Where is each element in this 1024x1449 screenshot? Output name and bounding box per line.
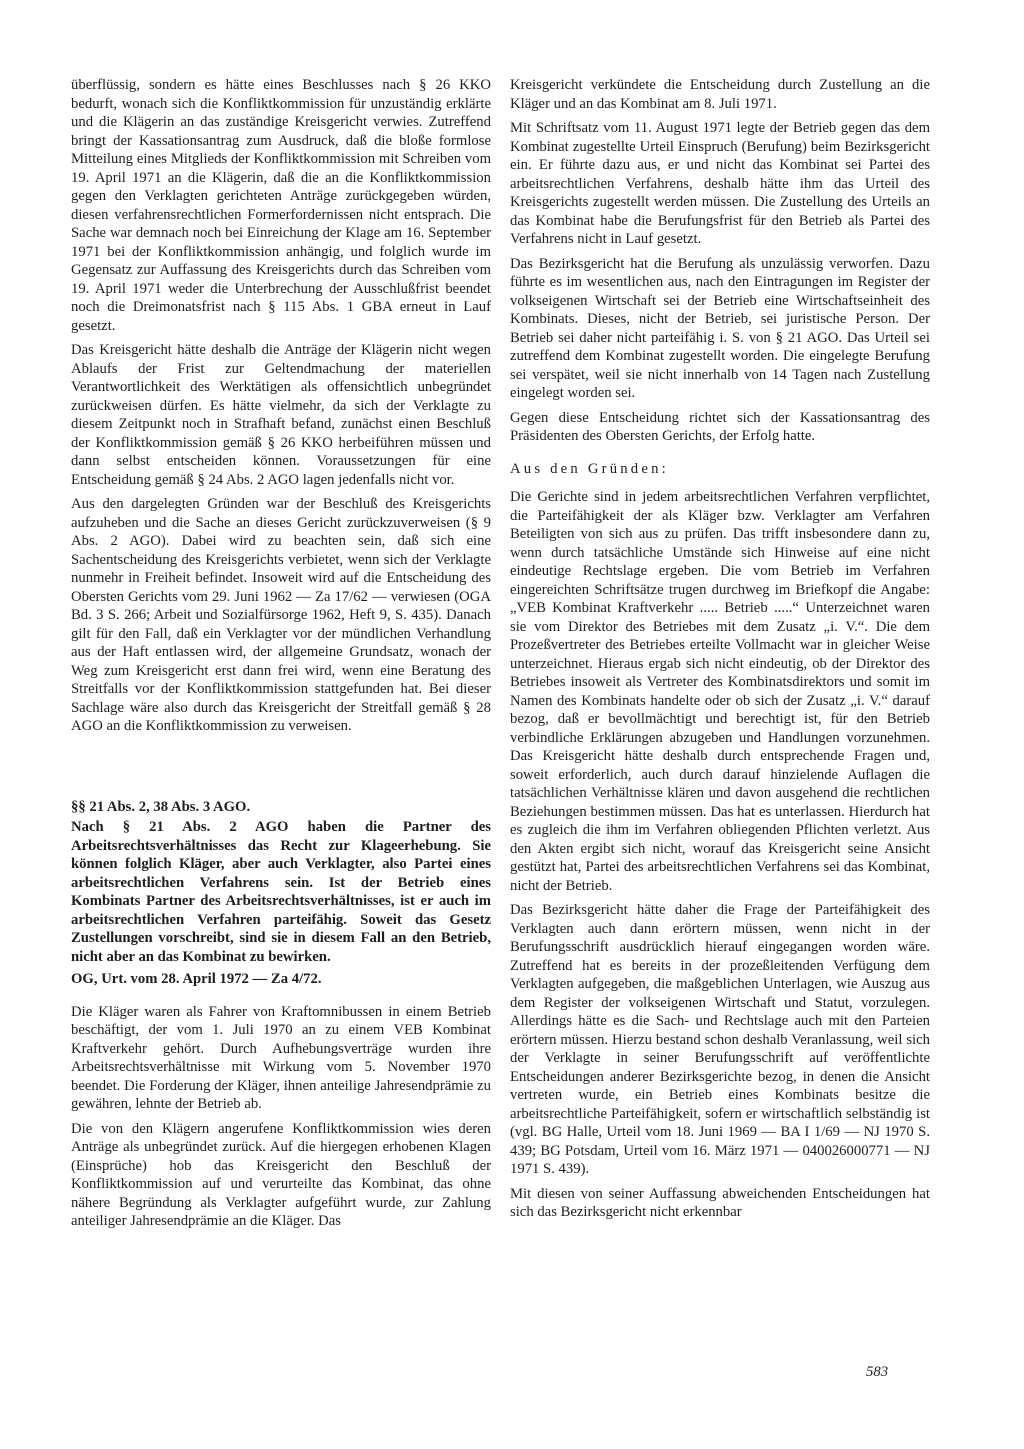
body-paragraph: Aus den dargelegten Gründen war der Beschluß des Kreisgerichts aufzuheben und die Sache an dieses Gericht zurückzuverweisen (§ 9 Abs. 2 AGO). Dabei wird zu beachten sein, daß sich eine Sachentscheidung des Kreisgerichts verbietet, wenn sich der Verklagte nunmehr in Freiheit befindet. Insoweit wird auf die Entscheidung des Obersten Gerichts vom 29. Juni 1962 — Za 17/62 — verwiesen (OGA Bd. 3 S. 266; Arbeit und Sozialfürsorge 1962, Heft 9, S. 435). Danach gilt für den Fall, daß ein Verklagter vor der mündlichen Verhandlung aus der Haft entlassen wird, der allgemeine Grundsatz, wonach der Weg zum Kreisgericht erst dann frei wird, wenn eine Beratung des Streitfalls vor der Konfliktkommission stattgefunden hat. Bei dieser Sachlage wäre also durch das Kreisgericht der Streitfall gemäß § 28 AGO an die Konfliktkommission zu verweisen. <box>71 496 491 734</box>
page-number: 583 <box>866 1364 889 1380</box>
body-paragraph: Die Kläger waren als Fahrer von Kraftomnibussen in einem Betrieb beschäftigt, der vom 1. Juli 1970 an zu einem VEB Kombinat Kraftverkehr gehört. Durch Aufhebungsverträge wurden ihre Arbeitsrechtsverhältnisse mit Wirkung vom 5. November 1970 beendet. Die Forderung der Kläger, ihnen anteilige Jahresendprämie zu gewähren, lehnte der Betrieb ab. <box>71 1003 491 1112</box>
section-gap <box>71 742 491 798</box>
body-paragraph: Mit Schriftsatz vom 11. August 1971 legte der Betrieb gegen das dem Kombinat zugestellte Urteil Einspruch (Berufung) beim Bezirksgericht ein. Er führte dazu aus, er und nicht das Kombinat sei Partei des arbeitsrechtlichen Verfahrens, deshalb hätte ihm das Urteil des Kreisgerichts zugestellt werden müssen. Die Zustellung des Urteils an das Kombinat habe die Berufungsfrist für den Betrieb als Partei des Verfahrens nicht in Lauf gesetzt. <box>510 120 930 247</box>
body-paragraph: Mit diesen von seiner Auffassung abweichenden Entscheidungen hat sich das Bezirksgericht nicht erkennbar <box>510 1185 930 1220</box>
case-citation: OG, Urt. vom 28. April 1972 — Za 4/72. <box>71 971 322 987</box>
case-heading: §§ 21 Abs. 2, 38 Abs. 3 AGO. <box>71 798 251 815</box>
body-paragraph: überflüssig, sondern es hätte eines Beschlusses nach § 26 KKO bedurft, wonach sich die Konfliktkommission für unzuständig erklärte und die Klägerin an das zuständige Kreisgericht verwies. Zutreffend bringt der Kassationsantrag zum Ausdruck, daß die bloße formlose Mitteilung eines Mitglieds der Konfliktkommission mit Schreiben vom 19. April 1971 an die Klägerin, daß die an die Konfliktkommission gegen den Verklagten gerichteten Anträge zurückgegeben würden, diesen verfahrensrechtlichen Formerfordernissen nicht entsprach. Die Sache war demnach noch bei Einreichung der Klage am 16. September 1971 bei der Konfliktkommission anhängig, und folglich wurde im Gegensatz zur Auffassung des Kreisgerichts durch das Schreiben vom 19. April 1971 weder die Unterbrechung der Ausschlußfrist beendet noch die Dreimonatsfrist nach § 115 Abs. 1 GBA erneut in Lauf gesetzt. <box>71 77 491 334</box>
body-paragraph: Die von den Klägern angerufene Konfliktkommission wies deren Anträge als unbegründet zurück. Auf die hiergegen erhobenen Klagen (Einsprüche) hob das Kreisgericht den Beschluß der Konfliktkommission auf und verurteilte das Kombinat, das ohne nähere Begründung als Verklagter aufgeführt wurde, zur Zahlung anteiliger Jahresendprämie an die Kläger. Das <box>71 1120 491 1229</box>
body-paragraph: Das Bezirksgericht hat die Berufung als unzulässig verworfen. Dazu führte es im wesentlichen aus, nach den Eintragungen im Register der volkseigenen Wirtschaft sei der Betrieb eine Wirtschaftseinheit des Kombinats. Dieses, nicht der Betrieb, sei juristische Person. Der Betrieb sei daher nicht parteifähig i. S. von § 21 AGO. Das Urteil sei zutreffend dem Kombinat zugestellt worden. Die eingelegte Berufung sei verspätet, weil sie nicht innerhalb von 14 Tagen nach Zustellung eingelegt worden sei. <box>510 255 930 401</box>
body-paragraph: Kreisgericht verkündete die Entscheidung durch Zustellung an die Kläger und an das Kombinat am 8. Juli 1971. <box>510 77 930 112</box>
reasons-heading: Aus den Gründen: <box>510 460 669 477</box>
body-paragraph: Gegen diese Entscheidung richtet sich der Kassationsantrag des Präsidenten des Obersten Gerichts, der Erfolg hatte. <box>510 409 930 444</box>
case-headnote: Nach § 21 Abs. 2 AGO haben die Partner des Arbeitsrechtsverhältnisses das Recht zur Klageerhebung. Sie können folglich Kläger, aber auch Verklagter, also Partei eines arbeitsrechtlichen Verfahrens sein. Ist der Betrieb eines Kombinats Partner des Arbeitsrechtsverhältnisses, ist er auch im arbeitsrechtlichen Verfahren parteifähig. Soweit das Gesetz Zustellungen vorschreibt, sind sie in diesem Fall an den Betrieb, nicht aber an das Kombinat zu bewirken. <box>71 819 491 965</box>
body-paragraph: Das Kreisgericht hätte deshalb die Anträge der Klägerin nicht wegen Ablaufs der Frist zur Geltendmachung der materiellen Verantwortlichkeit des Werktätigen als offensichtlich unbegründet zurückweisen dürfen. Es hätte vielmehr, da sich der Verklagte zu diesem Zeitpunkt noch in Strafhaft befand, zunächst einen Beschluß der Konfliktkommission gemäß § 26 KKO herbeiführen müssen und dann selbst entscheiden können. Voraussetzungen für eine Entscheidung gemäß § 24 Abs. 2 AGO lagen jedenfalls nicht vor. <box>71 342 491 488</box>
body-paragraph: Das Bezirksgericht hätte daher die Frage der Parteifähigkeit des Verklagten auch dann erörtern müssen, wenn nicht in der Berufungsschrift ausdrücklich hierauf eingegangen worden wäre. Zutreffend hat es bereits in der prozeßleitenden Verfügung dem Verklagten aufgegeben, die maßgeblichen Unterlagen, wie Auszug aus dem Register der volkseigenen Wirtschaft und Statut, vorzulegen. Allerdings hätte es die Sach- und Rechtslage auch mit den Parteien erörtern müssen. Hierzu bestand schon deshalb Veranlassung, weil sich der Verklagte in seiner Berufungsschrift auf veröffentlichte Entscheidungen anderer Bezirksgerichte bezog, in denen die Ansicht vertreten wurde, ein Betrieb eines Kombinats besitze die arbeitsrechtliche Parteifähigkeit, sofern er wirtschaftlich selbständig ist (vgl. BG Halle, Urteil vom 18. Juni 1969 — BA I 1/69 — NJ 1970 S. 439; BG Potsdam, Urteil vom 16. März 1971 — 040026000771 — NJ 1971 S. 439). <box>510 902 930 1177</box>
right-column <box>510 76 930 1228</box>
body-paragraph: Die Gerichte sind in jedem arbeitsrechtlichen Verfahren verpflichtet, die Parteifähigkeit der als Kläger bzw. Verklagter am Verfahren Beteiligten von sich aus zu prüfen. Das trifft insbesondere dann zu, wenn durch tatsächliche Umstände sich Hinweise auf eine nicht eindeutige Rechtslage ergeben. Die vom Betrieb im Verfahren eingereichten Schriftsätze trugen durchweg im Briefkopf die Angabe: „VEB Kombinat Kraftverkehr ..... Betrieb .....“ Unterzeichnet waren sie vom Direktor des Betriebes mit dem Zusatz „i. V.“. Die dem Prozeßvertreter des Betriebes erteilte Vollmacht war in gleicher Weise unterzeichnet. Hieraus ergab sich nicht eindeutig, ob der Direktor des Betriebes insoweit als Vertreter des Kombinatsdirektors und somit im Namen des Kombinats handelte oder ob sich der Zusatz „i. V.“ darauf bezog, daß er bevollmächtigt und berechtigt ist, für den Betrieb verbindliche Erklärungen abzugeben und Handlungen vorzunehmen. Das Kreisgericht hätte deshalb durch entsprechende Fragen und, soweit erforderlich, auch durch darauf hinzielende Auflagen die tatsächlichen Verhältnisse klären und davon ausgehend die rechtlichen Beziehungen bestimmen müssen. Das hat es unterlassen. Hierdurch hat es zugleich die ihm im Verfahren obliegenden Pflichten verletzt. Aus den Akten ergibt sich nicht, worauf das Kreisgericht seine Ansicht gestützt hat, Partei des arbeitsrechtlichen Verfahrens sei das Kombinat, nicht der Betrieb. <box>510 489 930 894</box>
left-column <box>71 76 491 1237</box>
